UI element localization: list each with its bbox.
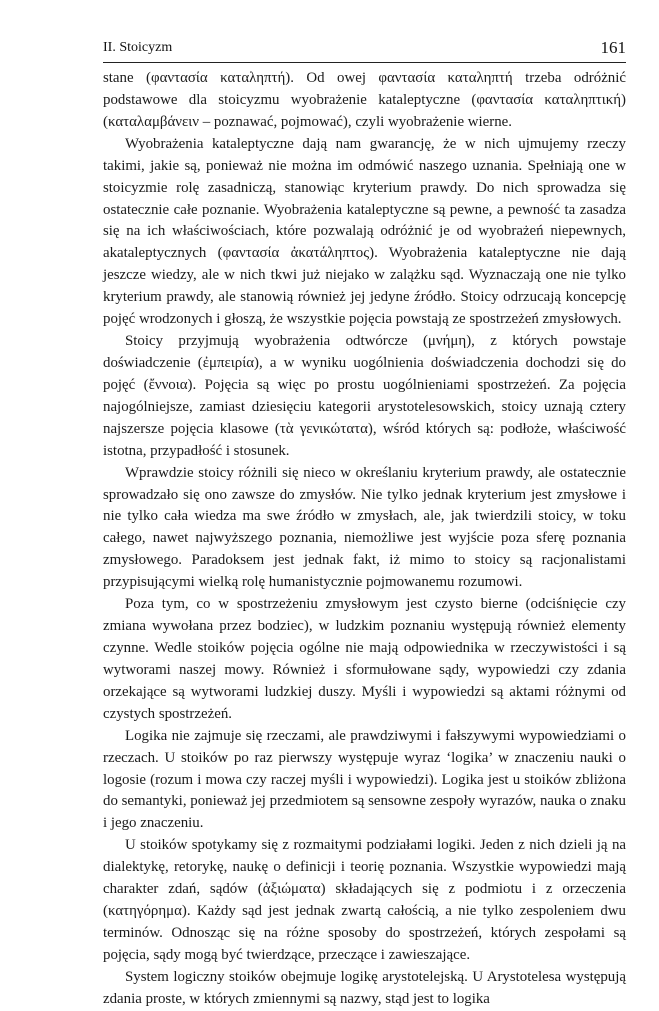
paragraph-8: System logiczny stoików obejmuje logikę arystotelejską. U Arystotelesa występują zdania proste, w których zmiennymi są nazwy, stąd jest to logika: [103, 968, 626, 1007]
page-header: [103, 38, 626, 62]
paragraph-2: Wyobrażenia kataleptyczne dają nam gwarancję, że w nich ujmujemy rzeczy takimi, jakie są, ponieważ nie można im odmówić naszego uznania. Spełniają one w stoicyzmie rolę zasadniczą, stanowiąc kryterium prawdy. Do nich sprowadza się ostatecznie całe poznanie. Wyobrażenia kataleptyczne są pewne, a pewność ta zasadza się na ich właściwościach, które pozwalają odróżnić je od wyobrażeń niepewnych, akataleptycznych (φαντασία ἀκατάληπτος). Wyobrażenia kataleptyczne nie dają jeszcze wiedzy, ale w nich tkwi już niejako w zalążku sąd. Wyznaczają one nie tylko kryterium prawdy, ale stanowią również jej jedyne źródło. Stoicy odrzucają koncepcję pojęć wrodzonych i głoszą, że wszystkie pojęcia powstają ze spostrzeżeń zmysłowych.: [103, 135, 626, 328]
header-rule: [103, 62, 626, 63]
paragraph-5: Poza tym, co w spostrzeżeniu zmysłowym jest czysto bierne (odciśnięcie czy zmiana wywołana przez bodziec), w ludzkim poznaniu występują również elementy czynne. Wedle stoików pojęcia ogólne nie mają odpowiednika w rzeczywistości i są wytworami naszej mowy. Również i sformułowane sądy, wypowiedzi czy zdania orzekające są wytworami ludzkiej duszy. Myśli i wypowiedzi są aktami różnymi od czystych spostrzeżeń.: [103, 596, 626, 722]
paragraph-3: Stoicy przyjmują wyobrażenia odtwórcze (μνήμη), z których powstaje doświadczenie (ἐμπειρία), a w wyniku uogólnienia doświadczenia dochodzi się do pojęć (ἔννοια). Pojęcia są więc po prostu uogólnieniami spostrzeżeń. Za pojęcia najogólniejsze, zamiast dziesięciu kategorii arystotelesowskich, stoicy uznają cztery najszersze pojęcia klasowe (τὰ γενικώτατα), wśród których są: podłoże, właściwość istotna, przypadłość i stosunek.: [103, 333, 626, 459]
paragraph-4: Wprawdzie stoicy różnili się nieco w określaniu kryterium prawdy, ale ostatecznie sprowadzało się ono zawsze do zmysłów. Nie tylko jednak kryterium jest zmysłowe i nie tylko cała wiedza ma swe źródło w zmysłach, ale, jak twierdzili stoicy, w toku całego, nawet najwyższego poznania, niemożliwe jest wyjście poza sferę poznania zmysłowego. Paradoksem jest jednak fakt, iż mimo to stoicy są racjonalistami przypisującymi wielką rolę humanistycznie pojmowanemu rozumowi.: [103, 464, 626, 591]
body-text: [103, 68, 626, 1011]
paragraph-1: stane (φαντασία καταληπτή). Od owej φαντασία καταληπτή trzeba odróżnić podstawowe dla stoicyzmu wyobrażenie kataleptyczne (φαντασία καταληπτική) (καταλαμβάνειν – poznawać, pojmować), czyli wyobrażenie wierne.: [103, 70, 626, 130]
paragraph-6: Logika nie zajmuje się rzeczami, ale prawdziwymi i fałszywymi wypowiedziami o rzeczach. U stoików po raz pierwszy występuje wyraz ‘logika’ w znaczeniu nauki o logosie (rozum i mowa czy raczej myśli i wypowiedzi). Logika jest u stoików zbliżona do semantyki, ponieważ jej przedmiotem są sensowne zespoły wyrazów, nauka o znaku i jego znaczeniu.: [103, 727, 626, 832]
running-head: II. Stoicyzm: [103, 40, 173, 55]
page-number: 161: [600, 38, 626, 57]
paragraph-7: U stoików spotykamy się z rozmaitymi podziałami logiki. Jeden z nich dzieli ją na dialektykę, retorykę, naukę o definicji i teorię poznania. Wszystkie wypowiedzi mają charakter zdań, sądów (ἀξιώματα) składających się z podmiotu i z orzeczenia (κατηγόρημα). Każdy sąd jest jednak zwartą całością, a nie tylko zespoleniem dwu terminów. Odnosząc się na różne sposoby do spostrzeżeń, których zespołami są pojęcia, sądy mogą być twierdzące, przeczące i zawieszające.: [103, 837, 626, 963]
